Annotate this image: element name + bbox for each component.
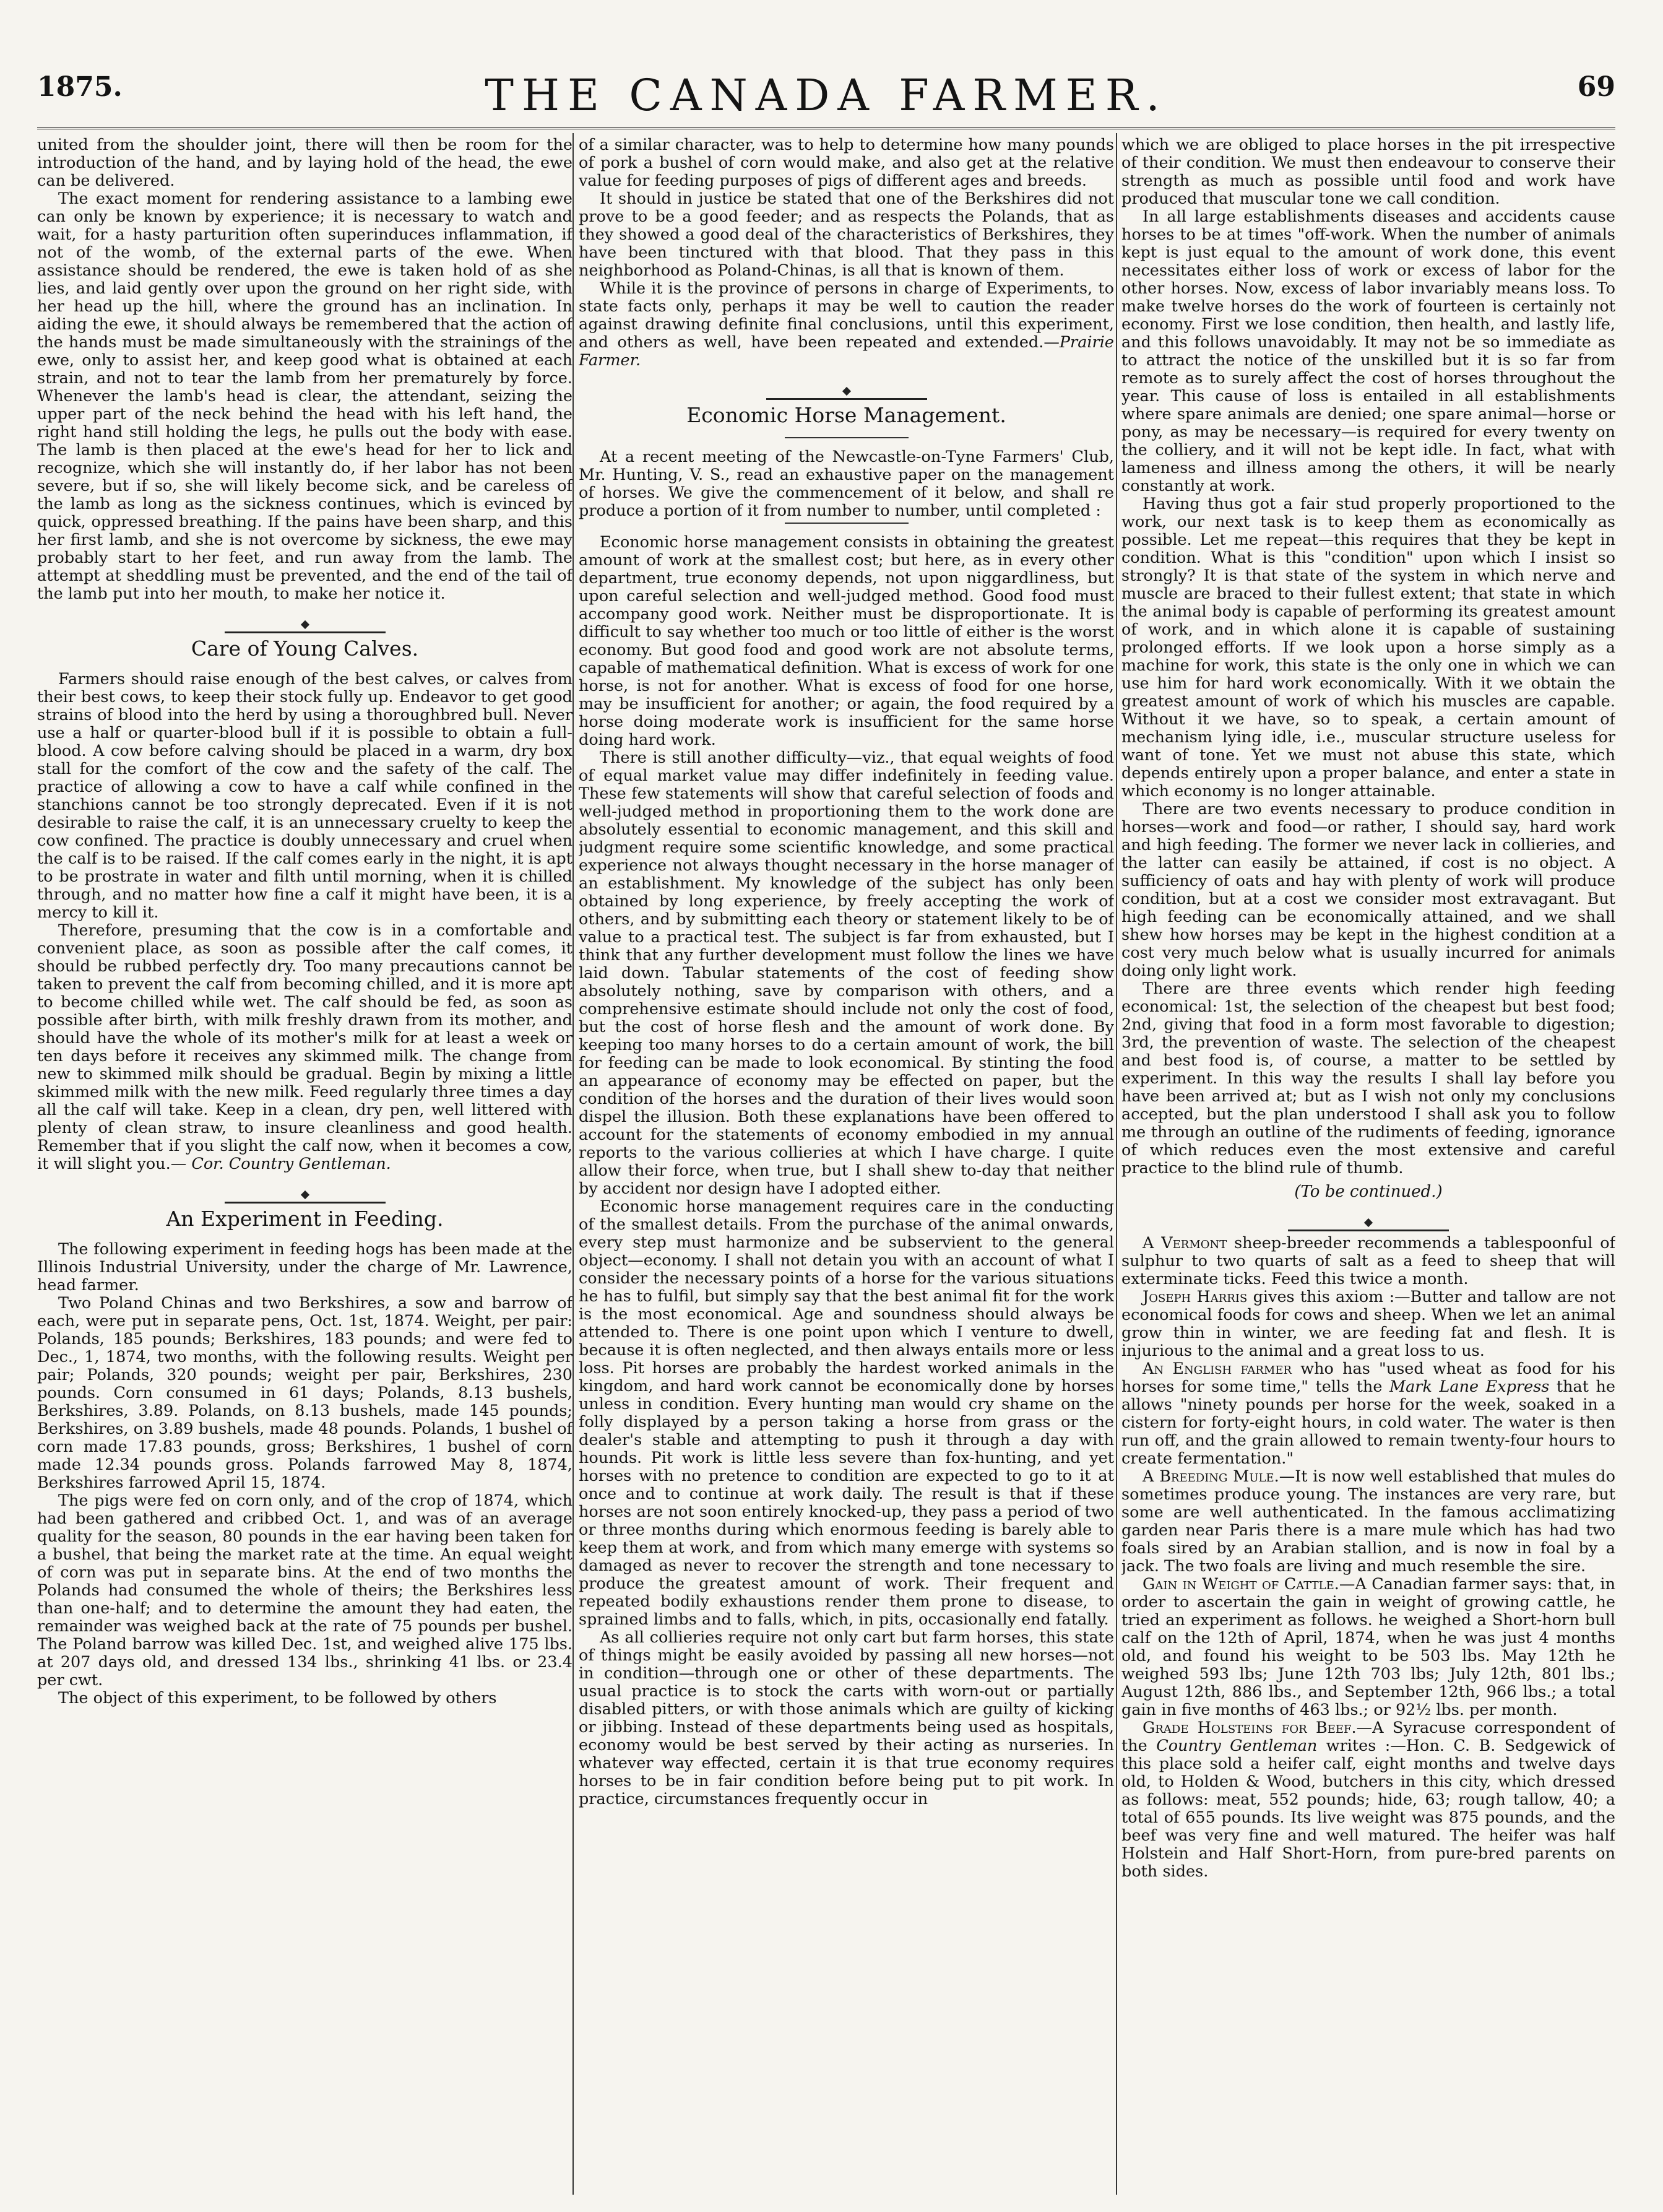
item-text: gives this axiom :—Butter and tallow are not economical foods for cows and sheep. When we let an animal grow thin in winter, we are feeding fat and flesh. It is injurious to the animal and a great loss to us.	[1121, 1288, 1615, 1360]
paragraph: As all collieries require not only cart but farm horses, this state of things might be easily avoided by passing all new horses—not in condition—through one or other of these departments. The usual practice is to stock the carts with worn-out or partially disabled pitters, or with those animals which are guilty of kicking or jibbing. Instead of these departments being used as hospitals, economy would be best served by their acting as nurseries. In whatever way effected, certain it is that true economy requires horses to be in fair condition before being put to pit work. In practice, circumstances frequently occur in	[579, 1628, 1114, 1808]
article-heading-horse: Economic Horse Management.	[686, 403, 1006, 427]
news-item	[1121, 1234, 1615, 1288]
paragraph: The object of this experiment, to be followed by others	[58, 1689, 497, 1707]
item-text: —A Canadian farmer says: that, in order to ascertain the gain in weight of growing cattle, he tried an experiment as follows. he weighed a Short-horn bull calf on the 12th of April, 1874, when he was just 4 months old, and found his weight to be 503 lbs. May 12th he weighed 593 lbs; June 12th 703 lbs; July 12th, 801 lbs.; August 12th, 886 lbs., and September 12th, 966 lbs.; a total gain in five months of 463 lbs.; or 92½ lbs. per month.	[1121, 1575, 1615, 1719]
source-credit: Prairie Farmer.	[579, 333, 1114, 370]
section-separator	[579, 386, 1114, 398]
paragraph	[579, 280, 1114, 370]
paragraph: Two Poland Chinas and two Berkshires, a sow and barrow of each, were put in separate pens, Oct. 1st, 1874. Weight, per pair: Polands, 185 pounds; Berkshires, 183 pounds; and were fed to Dec., 1, 1874, two months, with the following results. Weight per pair; Polands, 320 pounds; weight per pair, Berkshires, 230 pounds. Corn consumed in 61 days; Polands, 8.13 bushels, Berkshires, 3.89. Polands, on 8.13 bushels, made 145 pounds; Berkshires, on 3.89 bushels, made 48 pounds. Polands, 1 bushel of corn made 17.83 pounds, gross; Berkshires, 1 bushel of corn made 12.34 pounds gross. Polands farrowed May 8, 1874, Berkshires farrowed April 15, 1874.	[37, 1294, 572, 1492]
paragraph: Economic horse management consists in obtaining the greatest amount of work at the smallest cost; but here, as in every other department, true economy depends, not upon niggardliness, but upon careful selection and well-judged method. Good food must accompany good work. Neither must be disproportionate. It is difficult to say whether too much or too little of either is the worst economy. But good food and good work are not absolute terms, capable of mathematical definition. What is excess of work for one horse, is not for another. What is excess of food for one horse, may be insufficient for another; or again, the food required by a horse doing moderate work is insufficient for the same horse doing hard work.	[579, 533, 1114, 749]
paragraph: There are three events which render high feeding economical: 1st, the selection of the cheapest but best food; 2nd, giving that food in a form most favorable to digestion; 3rd, the prevention of waste. The selection of the cheapest and best food is, of course, a matter to be settled by experiment. In this way the results I shall lay before you have been arrived at; but as I wish not only my conclusions accepted, but the plan understood I shall ask you to follow me through an outline of the rudiments of feeding, ignorance of which reduces even the most extensive and careful practice to the blind rule of thumb.	[1121, 979, 1615, 1178]
column-divider	[572, 133, 574, 2195]
article-heading-calves: Care of Young Calves.	[191, 636, 419, 661]
item-text: —A Syracuse correspondent of the	[1121, 1719, 1615, 1755]
item-lead: A Vermont	[1143, 1234, 1227, 1252]
article-heading-experiment: An Experiment in Feeding.	[166, 1207, 444, 1231]
paragraph: In all large establishments diseases and accidents cause horses to be at times "off-work. When the number of animals kept is just equal to the amount of work done, this event necessitates either loss of work or excess of labor for the other horses. Now, excess of labor invariably means loss. To make twelve horses do the work of fourteen is certainly not economy. First we lose condition, then health, and lastly life, and this follows unavoidably. It may not be so immediate as to attract the notice of the unskilled but it is so far from remote as to surely affect the cost of horses throughout the year. This cause of loss is entailed in all establishments where spare animals are denied; one spare animal—horse or pony, as may be necessary—is required for every twenty on the colliery, and it will not be kept idle. In fact, what with lameness and illness among the others, it will be nearly constantly at work.	[1121, 207, 1615, 495]
paragraph: Having thus got a fair stud properly proportioned to the work, our next task is to keep them as economically as possible. Let me repeat—this requires that they be kept in condition. What is this "condition" upon which I insist so strongly? It is that state of the system in which nerve and muscle are braced to their fullest extent; that state in which the animal body is capable of performing its greatest amount of work, and in which alone it is capable of sustaining prolonged efforts. If we look upon a horse simply as a machine for work, this state is the only one in which we can use him for hard work economically. With it we obtain the greatest amount of work of which his muscles are capable. Without it we have, so to speak, a certain amount of mechanism lying idle, i.e., muscular structure useless for want of tone. Yet we must not abuse this state, which depends entirely upon a proper balance, and enter a state in which economy is no longer attainable.	[1121, 495, 1615, 800]
paragraph: There is still another difficulty—viz., that equal weights of food of equal market value may differ indefinitely in feeding value. These few statements will show that careful selection of foods and well-judged method in proportioning them to the work done are absolutely essential to economic management, and this skill and judgment require some scientific knowledge, and some practical experience not always thought necessary in the horse manager of an establishment. My knowledge of the subject has only been obtained by long experience, by freely accepting the work of others, and by submitting each theory or statement likely to be of value to a practical test. The subject is far from exhausted, but I think that any further development must follow the lines we have laid down. Tabular statements of the cost of feeding show absolutely nothing, save by comparison with others, and a comprehensive estimate should include not only the cost of food, but the cost of horse flesh and the amount of work done. By keeping too many horses to do a certain amount of work, the bill for feeding can be made to look economical. By stinting the food an appearance of economy may be effected on paper, but the condition of the horses and the duration of their lives would soon dispel the illusion. Both these explanations have been offered to account for the statements of economy embodied in my annual reports to the various collieries at which I have charge. I quite allow their force, when true, but I shall shew to-day that neither by accident nor design have I adopted either.	[579, 748, 1114, 1198]
paragraph-text: While it is the province of persons in charge of Experiments, to state facts only, perhaps it may be well to caution the reader against drawing definite final conclusions, until this experiment, and others as well, have been repeated and extended.—	[579, 279, 1114, 352]
header-year: 1875.	[37, 71, 123, 103]
paragraph: There are two events necessary to produce condition in horses—work and food—or rather, I should say, hard work and high feeding. The former we never lack in collieries, and the latter can easily be attained, if cost is no object. A sufficiency of oats and hay with plenty of work will produce condition, but at a cost we consider most extravagant. But high feeding can be economically attained, and we shall shew how horses may be kept in the highest condition at a cost very much below what is usually incurred for animals doing only light work.	[1121, 800, 1615, 980]
publication-name: Mark Lane Express	[1389, 1377, 1550, 1396]
paragraph: At a recent meeting of the Newcastle-on-Tyne Farmers' Club, Mr. Hunting, V. S., read an exhaustive paper on the management of horses. We give the commencement of it below, and shall re produce a portion of it from number to number, until completed :	[579, 448, 1114, 520]
to-be-continued: (To be continued.)	[1294, 1182, 1443, 1201]
item-lead: An English farmer	[1143, 1360, 1292, 1378]
item-text: —It is now well established that mules do sometimes produce young. The instances are very rare, but some are well authenticated. In the famous acclimatizing garden near Paris there is a mare mule which has had two foals sired by an Arabian stallion, and is now in foal by a jack. The two foals are living and much resemble the sire.	[1121, 1467, 1615, 1576]
item-lead: A Breeding Mule.	[1143, 1467, 1279, 1486]
source-credit: Cor. Country Gentleman.	[191, 1155, 391, 1173]
news-item	[1121, 1468, 1615, 1576]
paragraph: The following experiment in feeding hogs has been made at the Illinois Industrial University, under the charge of Mr. Lawrence, head farmer.	[37, 1240, 572, 1295]
paragraph: The pigs were fed on corn only, and of the crop of 1874, which had been gathered and cribbed Oct. 1, and was of an average quality for the season, 80 pounds in the ear having been taken for a bushel, that being the market rate at the time. An equal weight of corn was put in separate bins. At the end of two months the Polands had consumed the whole of theirs; the Berkshires less than one-half; and to determine the amount they had eaten, the remainder was weighed back at the rate of 75 pounds per bushel. The Poland barrow was killed Dec. 1st, and weighed alive 175 lbs. at 207 days old, and dressed 134 lbs., shrinking 41 lbs. or 23.4 per cwt.	[37, 1491, 572, 1689]
item-text: writes :—Hon. C. B. Sedgewick of this place sold a heifer calf, eight months and twelve days old, to Holden & Wood, butchers in this city, which dressed as follows: meat, 552 pounds; hide, 63; rough tallow, 40; a total of 655 pounds. Its live weight was 875 pounds, and the beef was very fine and well matured. The heifer was half Holstein and Half Short-Horn, from pure-bred parents on both sides.	[1121, 1737, 1615, 1881]
paragraph: of a similar character, was to help to determine how many pounds of pork a bushel of corn would make, and also get at the relative value for feeding purposes of pigs of different ages and breeds.	[579, 136, 1114, 190]
header-rule	[37, 127, 1615, 129]
paragraph: Economic horse management requires care in the conducting of the smallest details. From the purchase of the animal onwards, every step must harmonize and be subservient to the general object—economy. I shall not detain you with an account of what I consider the necessary points of a horse for the various situations he has to fulfil, but simply say that the best animal fit for the work is the most economical. Age and soundness should always be attended to. There is one point upon which I venture to dwell, because it is often neglected, and then always entails more or less loss. Pit horses are probably the hardest worked animals in the kingdom, and hard work cannot be economically done by horses unless in condition. Every hunting man would cry shame on the folly displayed by a person taking a horse from grass or the dealer's stable and attempting to push it through a day with hounds. Pit work is little less severe than fox-hunting, and yet horses with no pretence to condition are expected to go to it at once and to continue at work daily. The result is that if these horses are not soon entirely knocked-up, they pass a period of two or three months during which enormous feeding is barely able to keep them at work, and from which many emerge with systems so damaged as never to recover the strength and tone necessary to produce the greatest amount of work. Their frequent and repeated bodily exhaustions render them prone to disease, to sprained limbs and to falls, which, in pits, occasionally end fatally.	[579, 1197, 1114, 1629]
item-text: who has "used wheat as food for his horses for some time," tells the	[1121, 1360, 1615, 1396]
paragraph: The exact moment for rendering assistance to a lambing ewe can only be known by experience; it is necessary to watch and wait, for a hasty parturition often superinduces inflammation, if not of the womb, of the external parts of the ewe. When assistance should be rendered, the ewe is taken hold of as she lies, and laid gently over upon the ground on her right side, with her head up the hill, where the ground has an inclination. In aiding the ewe, it should always be remembered that the action of the hands must be made simultaneously with the strainings of the ewe, only to assist her, and keep good what is obtained at each strain, and not to tear the lamb from her prematurely by force. Whenever the lamb's head is clear, the attendant, seizing the upper part of the neck behind the head with his left hand, the right hand still holding the legs, he pulls out the body with ease. The lamb is then placed at the ewe's head for her to lick and recognize, which she will instantly do, if her labor has not been severe, but if so, she will likely become sick, and be careless of the lamb as long as the sickness continues, which is evinced by quick, oppressed breathing. If the pains have been sharp, and this her first lamb, and she is not overcome by sickness, the ewe may probably start to her feet, and run away from the lamb. The attempt at sheddling must be prevented, and the end of the tail of the lamb put into her mouth, to make her notice it.	[37, 189, 572, 603]
masthead-title: THE CANADA FARMER.	[485, 70, 1168, 121]
intro-rule	[785, 523, 909, 524]
paragraph: which we are obliged to place horses in the pit irrespective of their condition. We must then endeavour to conserve their strength as much as possible until food and work have produced that muscular tone we call condition.	[1121, 136, 1615, 208]
page-number: 69	[1577, 71, 1615, 103]
column-1	[37, 136, 572, 2192]
section-separator	[37, 619, 572, 631]
item-lead: Gain in Weight of Cattle.	[1143, 1575, 1339, 1594]
paragraph	[37, 922, 572, 1173]
item-lead: Grade Holsteins for Beef.	[1143, 1719, 1357, 1737]
item-text: sheep-breeder recommends a tablespoonful of sulphur to two quarts of salt as a feed to sheep that will exterminate ticks. Feed this twice a month.	[1121, 1234, 1615, 1288]
news-item	[1121, 1288, 1615, 1360]
column-2	[579, 136, 1114, 2192]
paragraph-text: Therefore, presuming that the cow is in a comfortable and convenient place, as soon as possible after the calf comes, it should be rubbed perfectly dry. Too many precautions cannot be taken to prevent the calf from becoming chilled, and it is more apt to become chilled while wet. The calf should be fed, as soon as possible after birth, with milk freshly drawn from its mother, and should have the whole of its mother's milk for at least a week or ten days before it receives any skimmed milk. The change from new to skimmed milk should be gradual. Begin by mixing a little skimmed milk with the new milk. Feed regularly three times a day all the calf will take. Keep in a clean, dry pen, well littered with plenty of clean straw, to insure cleanliness and good health. Remember that if you slight the calf now, when it becomes a cow, it will slight you.—	[37, 921, 572, 1173]
publication-name: Country Gentleman	[1156, 1737, 1318, 1755]
news-item	[1121, 1719, 1615, 1881]
paragraph: united from the shoulder joint, there will then be room for the introduction of the hand, and by laying hold of the head, the ewe can be delivered.	[37, 136, 572, 190]
news-item	[1121, 1576, 1615, 1719]
column-divider	[1116, 133, 1117, 2195]
item-text: that he allows "ninety pounds per horse for the week, soaked in a cistern for forty-eight hours, in cold water. The water is then run off, and the grain allowed to remain twenty-four hours to create fermentation."	[1121, 1377, 1615, 1468]
news-item	[1121, 1360, 1615, 1468]
paragraph: It should in justice be stated that one of the Berkshires did not prove to be a good feeder; and as respects the Polands, that as they showed a good deal of the characteristics of Berkshires, they have been tinctured with that blood. That they pass in this neighborhood as Poland-Chinas, is all that is known of them.	[579, 189, 1114, 280]
heading-underline	[785, 437, 909, 438]
item-lead: Joseph Harris	[1143, 1288, 1248, 1306]
page-header	[37, 59, 1615, 121]
paragraph: Farmers should raise enough of the best calves, or calves from their best cows, to keep their stock fully up. Endeavor to get good strains of blood into the herd by using a thoroughbred bull. Never use a half or quarter-blood bull if it is possible to obtain a full-blood. A cow before calving should be placed in a warm, dry box stall for the comfort of the cow and the safety of the calf. The practice of allowing a cow to have a calf while confined in the stanchions cannot be too strongly deprecated. Even if it is not desirable to raise the calf, it is an unnecessary cruelty to keep the cow confined. The practice is doubly unnecessary and cruel when the calf is to be raised. If the calf comes early in the night, it is apt to be prostrate in water and filth until morning, when it is chilled through, and no matter how fine a calf it might have been, it is a mercy to kill it.	[37, 670, 572, 922]
section-separator	[37, 1189, 572, 1202]
section-separator	[1121, 1217, 1615, 1230]
column-3	[1121, 136, 1615, 2192]
